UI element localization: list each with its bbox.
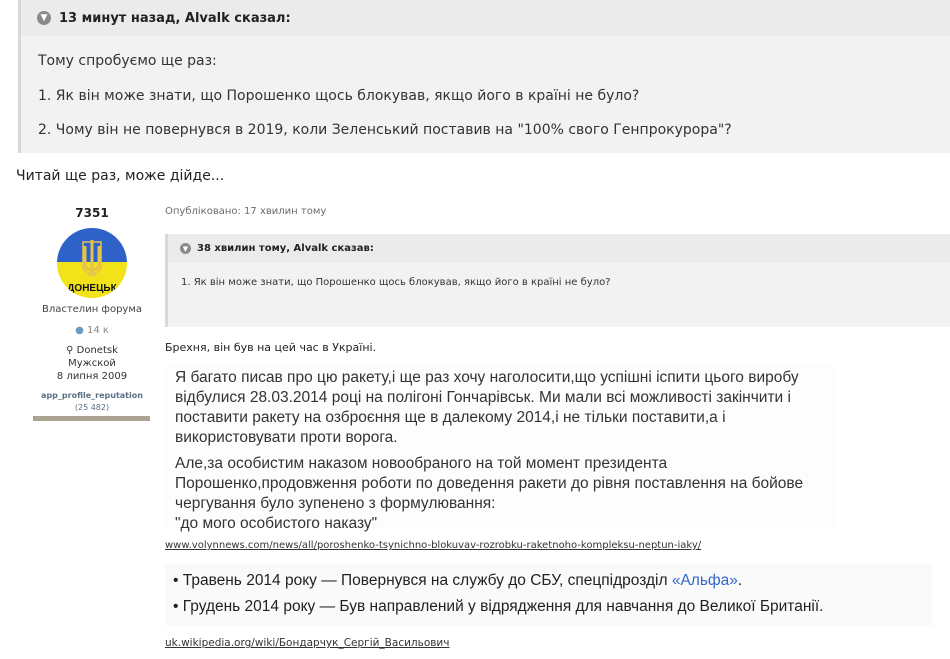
top-quote-line-3: 2. Чому він не повернувся в 2019, коли Зеленський поставив на "100% свого Генпрокурора"? [38,122,732,138]
author-panel [33,203,151,421]
wikipedia-link[interactable]: uk.wikipedia.org/wiki/Бондарчук_Сергій_Васильович [165,637,450,649]
chevron-down-icon[interactable]: ▼ [37,11,51,25]
author-posts[interactable] [33,325,151,336]
author-joined: 8 липня 2009 [56,371,128,382]
reputation-value: (25 482) [74,403,110,412]
quote-screenshot-image [165,364,835,532]
avatar-text: ДОНЕЦЬК [67,283,117,294]
reputation-bar [33,416,150,421]
post-body: Брехня, він був на цей час в Україні. [165,341,377,354]
reply-text: Читай ще раз, може дійде... [16,168,225,184]
wiki-item-2: • Грудень 2014 року — Був направлений у відрядження для навчання до Великої Британії. [173,598,824,615]
author-location-text: Donetsk [76,345,118,356]
author-rank: Властелин форума [41,304,143,315]
top-quote-header[interactable] [21,0,950,36]
top-quote [18,0,950,153]
post-timestamp[interactable]: Опубліковано: 17 хвилин тому [165,206,327,217]
reputation-label: app_profile_reputation [41,391,143,400]
post-quote-header[interactable] [168,234,950,263]
volynnews-link[interactable]: www.volynnews.com/news/all/poroshenko-tsynichno-blokuvav-rozrobku-raketnoho-kompleksu-neptun-iaky/ [165,540,702,551]
post-quote-title: 38 хвилин тому, Alvalk сказав: [197,243,374,254]
top-quote-line-2: 1. Як він може знати, що Порошенко щось блокував, якщо його в країні не було? [38,88,640,104]
top-quote-line-1: Тому спробуємо ще раз: [38,53,217,69]
post-quote-text: 1. Як він може знати, що Порошенко щось блокував, якщо його в країні не було? [181,277,611,288]
author-posts-count: 14 к [86,325,109,336]
wiki-item-1-end: . [737,572,743,589]
wikipedia-screenshot-image [165,564,932,626]
chevron-down-icon[interactable]: ▼ [180,243,191,254]
author-name[interactable]: 7351 [75,206,109,220]
wiki-item-1-text: • Травень 2014 року — Повернувся на службу до СБУ, спецпідрозділ [173,572,672,589]
image-paragraph-2: Але,за особистим наказом новообраного на той момент президента Порошенко,продовження роботи по доведення ракети до рівня поставлення на бойове чергування було зупенено з формулювання: "до мого особистого наказу" [175,455,804,532]
chat-icon: ● [75,325,84,336]
top-quote-title: 13 минут назад, Alvalk сказал: [59,10,291,26]
location-pin-icon: ⚲ [66,345,74,356]
avatar-image [57,228,127,298]
image-paragraph-1: Я багато писав про цю ракету,і ще раз хочу наголосити,що успішні іспити цього виробу відбулися 28.03.2014 році на полігоні Гончарівськ. Ми мали всі можливості закінчити і поставити ракету на озброєння ще в далекому 2014,і не тільки поставити,а і використовувати проти ворога. [175,369,799,446]
wiki-item-1 [173,568,924,594]
author-gender: Мужской [68,358,116,369]
author-location [33,344,151,357]
post-quote [165,234,950,327]
avatar[interactable] [57,228,127,298]
wiki-alfa-link: «Альфа» [671,572,738,589]
